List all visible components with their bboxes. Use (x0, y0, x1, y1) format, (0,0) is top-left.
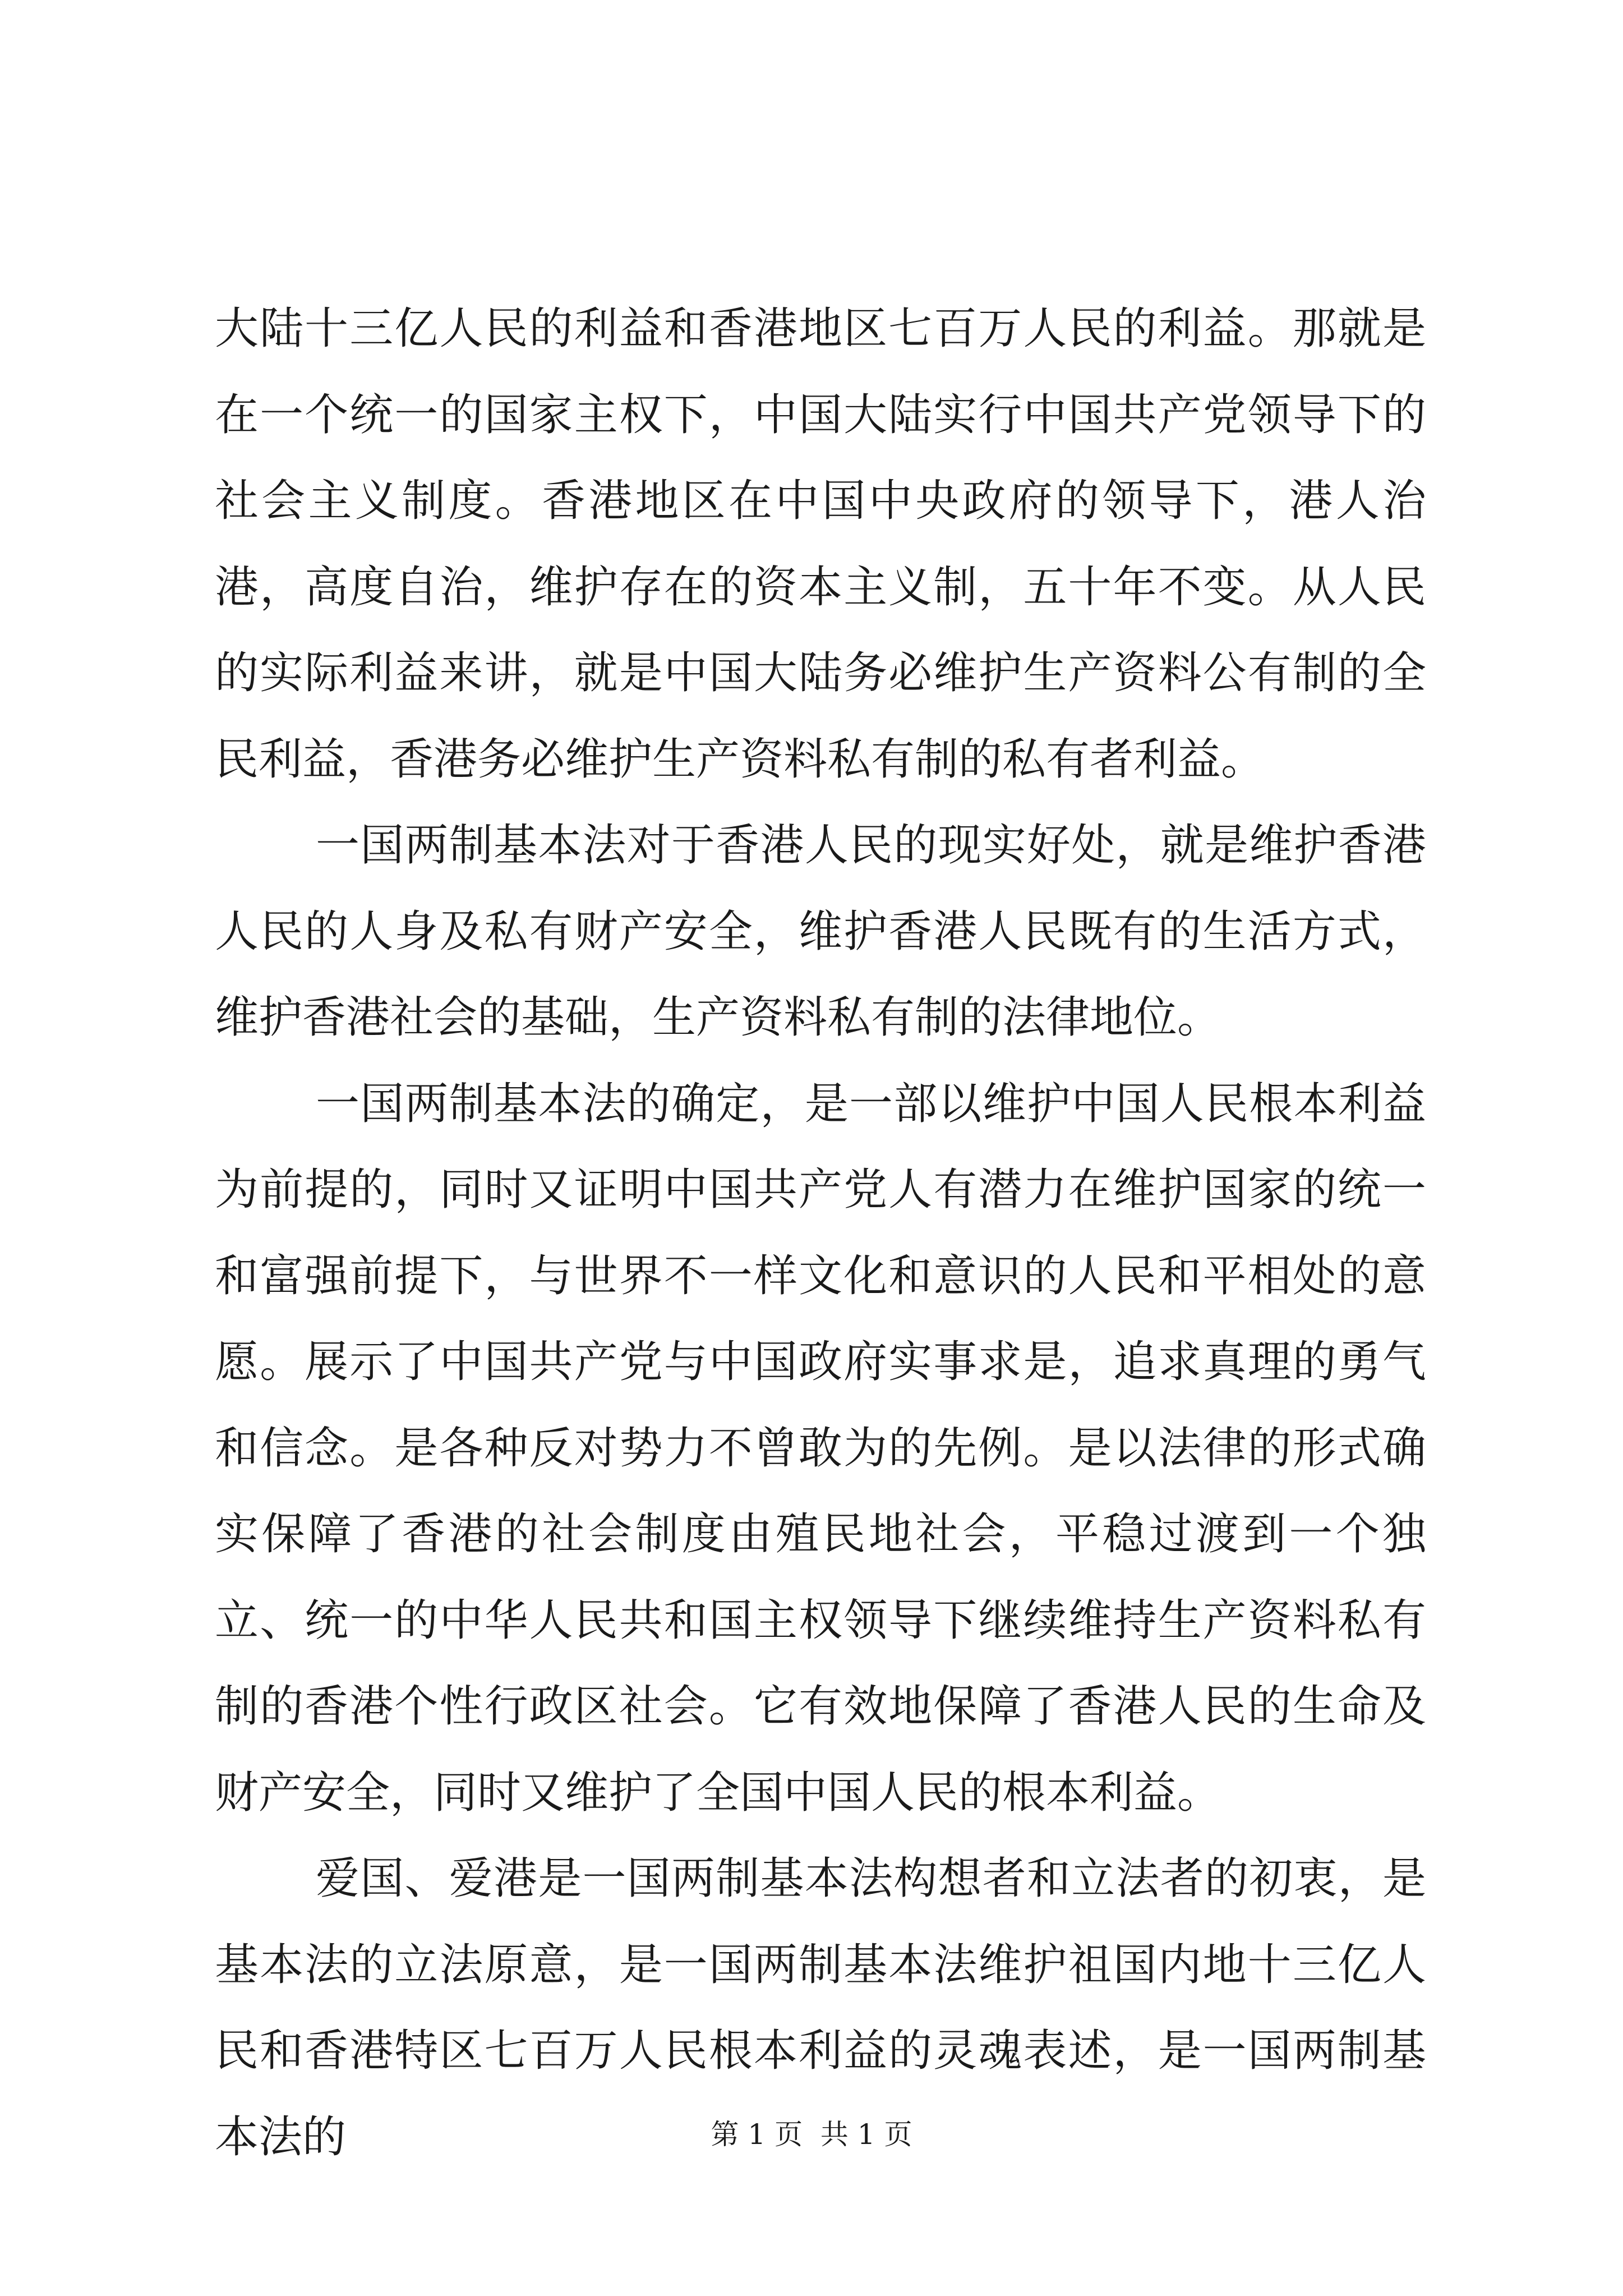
page-footer: 第 1 页 共 1 页 (711, 2118, 912, 2151)
paragraph: 一国两制基本法的确定，是一部以维护中国人民根本利益为前提的，同时又证明中国共产党人有潜力在维护国家的统一和富强前提下，与世界不一样文化和意识的人民和平相处的意愿。展示了中国共产党与中国政府实事求是，追求真理的勇气和信念。是各种反对势力不曾敢为的先例。是以法律的形式确实保障了香港的社会制度由殖民地社会，平稳过渡到一个独立、统一的中华人民共和国主权领导下继续维持生产资料私有制的香港个性行政区社会。它有效地保障了香港人民的生命及财产安全，同时又维护了全国中国人民的根本利益。 (215, 1078, 1426, 1818)
document-body (215, 286, 1426, 2180)
paragraph: 一国两制基本法对于香港人民的现实好处，就是维护香港人民的人身及私有财产安全，维护香港人民既有的生活方式，维护香港社会的基础，生产资料私有制的法律地位。 (215, 820, 1426, 1043)
paragraph-continued: 大陆十三亿人民的利益和香港地区七百万人民的利益。那就是在一个统一的国家主权下，中国大陆实行中国共产党领导下的社会主义制度。香港地区在中国中央政府的领导下，港人治港，高度自治，维护存在的资本主义制，五十年不变。从人民的实际利益来讲，就是中国大陆务必维护生产资料公有制的全民利益，香港务必维护生产资料私有制的私有者利益。 (215, 303, 1426, 785)
paragraph: 爱国、爱港是一国两制基本法构想者和立法者的初衷，是基本法的立法原意，是一国两制基本法维护祖国内地十三亿人民和香港特区七百万人民根本利益的灵魂表述，是一国两制基本法的 (215, 1853, 1426, 2162)
